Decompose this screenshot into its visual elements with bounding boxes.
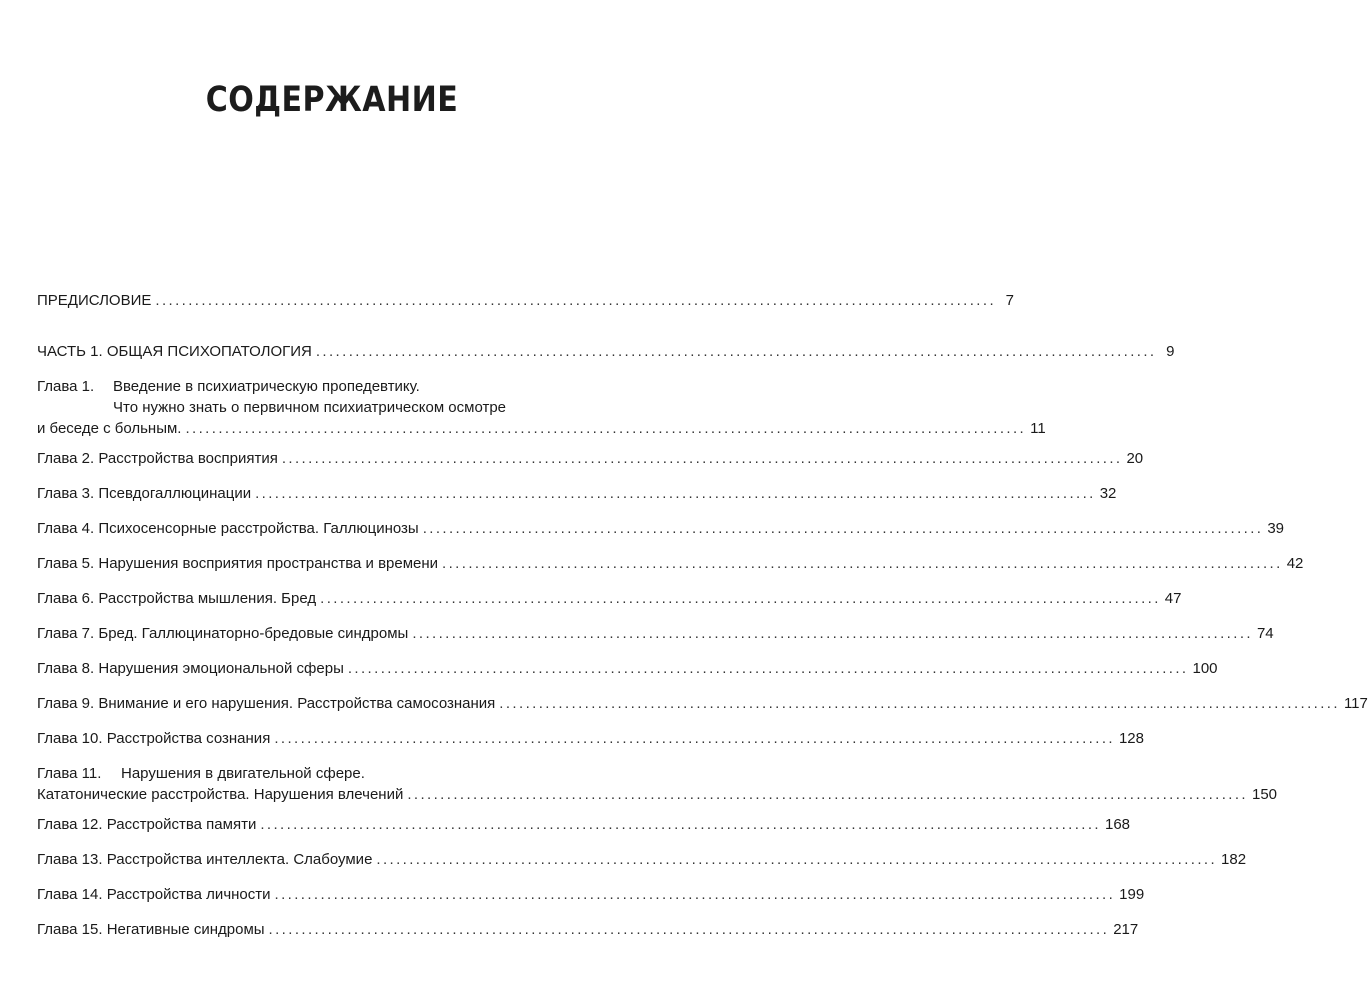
toc-chapter-label: Глава 9. <box>37 695 95 712</box>
toc-entry-title-line: Введение в психиатрическую пропедевтику. <box>113 378 420 395</box>
toc-page-number: 9 <box>1166 343 1175 360</box>
toc-entry-preface[interactable] <box>37 290 1015 311</box>
toc-page-number: 150 <box>1251 786 1278 803</box>
dot-leader: ................................................................................................................................ <box>281 450 1123 467</box>
toc-page-number: 117 <box>1343 695 1368 712</box>
toc-entry-chapter-14[interactable] <box>37 884 1145 905</box>
toc-entry-title: Расстройства интеллекта. Слабоумие <box>106 851 373 868</box>
toc-entry-chapter-15[interactable] <box>37 919 1139 940</box>
toc-page-number: 128 <box>1118 730 1144 747</box>
toc-page-number: 74 <box>1256 625 1274 642</box>
toc-page-number: 182 <box>1221 851 1247 868</box>
toc-chapter-label: Глава 1. <box>37 378 95 395</box>
toc-chapter-label: Глава 12. <box>37 816 103 833</box>
dot-leader: ................................................................................................................................ <box>268 921 1110 938</box>
dot-leader: ................................................................................................................................ <box>185 420 1027 437</box>
dot-leader: ................................................................................................................................ <box>412 625 1253 642</box>
toc-entry-chapter-3[interactable] <box>37 483 1117 504</box>
toc-entry-chapter-8[interactable] <box>37 658 1218 679</box>
dot-leader: ................................................................................................................................ <box>442 555 1283 572</box>
dot-leader: ................................................................................................................................ <box>260 816 1101 833</box>
toc-entry-title: Негативные синдромы <box>106 921 265 938</box>
toc-page-number: 20 <box>1126 450 1144 467</box>
toc-entry-title: Нарушения эмоциональной сферы <box>98 660 344 677</box>
toc-entry-title: Расстройства мышления. Бред <box>98 590 317 607</box>
toc-entry-title: ПРЕДИСЛОВИЕ <box>37 292 152 309</box>
toc-chapter-label: Глава 7. <box>37 625 95 642</box>
toc-entry-chapter-9[interactable] <box>37 693 1368 714</box>
toc-chapter-label: Глава 4. <box>37 520 95 537</box>
toc-entry-chapter-13[interactable] <box>37 849 1247 870</box>
toc-entry-chapter-4[interactable] <box>37 518 1285 539</box>
toc-chapter-label: Глава 15. <box>37 921 103 938</box>
dot-leader: ................................................................................................................................ <box>422 520 1264 537</box>
toc-entry-chapter-5[interactable] <box>37 553 1304 574</box>
toc-entry-title-line: Что нужно знать о первичном психиатрическом осмотре <box>113 399 507 416</box>
dot-leader: ................................................................................................................................ <box>407 786 1248 803</box>
dot-leader: ................................................................................................................................ <box>274 886 1116 903</box>
dot-leader: ................................................................................................................................ <box>499 695 1340 712</box>
toc-entry-chapter-1[interactable] <box>37 376 1046 439</box>
toc-entry-part-1[interactable] <box>37 341 1175 362</box>
toc-page-number: 217 <box>1113 921 1139 938</box>
toc-page-number: 7 <box>1005 292 1015 309</box>
toc-chapter-label: Глава 10. <box>37 730 103 747</box>
toc-entry-title: Внимание и его нарушения. Расстройства самосознания <box>98 695 496 712</box>
toc-entry-title-line: Нарушения в двигательной сфере. <box>121 765 365 782</box>
toc-entry-chapter-6[interactable] <box>37 588 1182 609</box>
toc-page-number: 168 <box>1104 816 1131 833</box>
toc-chapter-label: Глава 6. <box>37 590 95 607</box>
toc-page-number: 32 <box>1099 485 1117 502</box>
toc-entry-chapter-2[interactable] <box>37 448 1144 469</box>
dot-leader: ................................................................................................................................ <box>315 343 1157 360</box>
toc-entry-title: Псевдогаллюцинации <box>98 485 252 502</box>
toc-entry-title: Психосенсорные расстройства. Галлюцинозы <box>98 520 419 537</box>
toc-page-number: 47 <box>1164 590 1182 607</box>
page-title: СОДЕРЖАНИЕ <box>205 80 459 120</box>
toc-chapter-label: Глава 11. <box>37 765 102 782</box>
toc-entry-chapter-12[interactable] <box>37 814 1131 835</box>
toc-entry-title: Нарушения восприятия пространства и времени <box>98 555 439 572</box>
toc-chapter-label: Глава 2. <box>37 450 95 467</box>
toc-page-number: 11 <box>1030 420 1046 437</box>
toc-entry-title-line: Кататонические расстройства. Нарушения влечений <box>37 786 404 803</box>
toc-entry-title: Бред. Галлюцинаторно-бредовые синдромы <box>98 625 409 642</box>
toc-entry-chapter-10[interactable] <box>37 728 1144 749</box>
toc-chapter-label: Глава 3. <box>37 485 95 502</box>
toc-entry-title: Расстройства восприятия <box>98 450 278 467</box>
toc-chapter-label: Глава 8. <box>37 660 95 677</box>
toc-entry-title: ЧАСТЬ 1. ОБЩАЯ ПСИХОПАТОЛОГИЯ <box>37 343 312 360</box>
toc-chapter-label: Глава 5. <box>37 555 95 572</box>
dot-leader: ................................................................................................................................ <box>320 590 1161 607</box>
toc-chapter-label: Глава 13. <box>37 851 103 868</box>
dot-leader: ................................................................................................................................ <box>274 730 1115 747</box>
toc-entry-chapter-7[interactable] <box>37 623 1274 644</box>
dot-leader: ................................................................................................................................ <box>255 485 1096 502</box>
toc-page-number: 100 <box>1192 660 1218 677</box>
toc-chapter-label: Глава 14. <box>37 886 103 903</box>
toc-page-number: 199 <box>1119 886 1145 903</box>
toc-entry-title-line: и беседе с больным. <box>37 420 182 437</box>
toc-page-number: 42 <box>1286 555 1304 572</box>
toc-page-number: 39 <box>1267 520 1285 537</box>
toc-entry-title: Расстройства личности <box>106 886 271 903</box>
toc-entry-chapter-11[interactable] <box>37 763 1278 805</box>
toc-entry-title: Расстройства памяти <box>106 816 257 833</box>
dot-leader: ................................................................................................................................ <box>347 660 1189 677</box>
dot-leader: ................................................................................................................................ <box>376 851 1218 868</box>
toc-entry-title: Расстройства сознания <box>106 730 271 747</box>
dot-leader: ................................................................................................................................ <box>155 292 997 309</box>
